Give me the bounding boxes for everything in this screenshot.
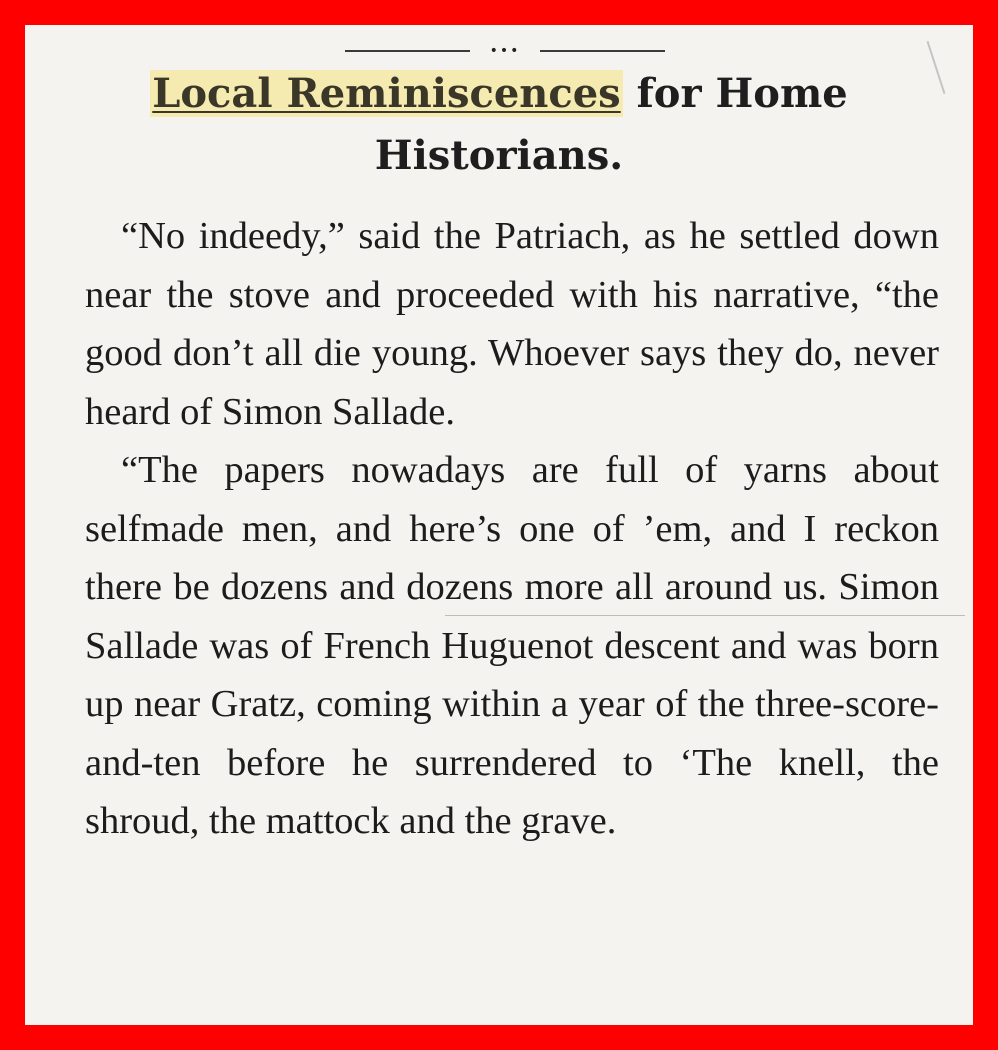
paper-crease	[445, 615, 965, 616]
newspaper-clipping	[25, 25, 973, 1025]
headline-rest-text: for Home Historians.	[374, 70, 848, 179]
rule-line-right	[540, 50, 665, 52]
paragraph-2: “The papers nowadays are full of yarns about selfmade men, and here’s one of ’em, and I reckon there be dozens and dozens more all around us. Simon Sallade was of French Huguenot descent and was born up near Gratz, coming within a year of the three-score-and-ten before he surrendered to ‘The knell, the shroud, the mattock and the grave.	[85, 449, 939, 842]
article-body	[85, 207, 939, 851]
ornamental-rule	[345, 45, 665, 57]
headline-highlighted-text: Local Reminiscences	[152, 70, 621, 117]
rule-ornament: •••	[489, 43, 521, 59]
paragraph-1: “No indeedy,” said the Patriach, as he settled down near the stove and proceeded with his narrative, “the good don’t all die young. Whoever says they do, never heard of Simon Sallade.	[85, 215, 939, 433]
rule-line-left	[345, 50, 470, 52]
article-headline	[25, 63, 973, 187]
